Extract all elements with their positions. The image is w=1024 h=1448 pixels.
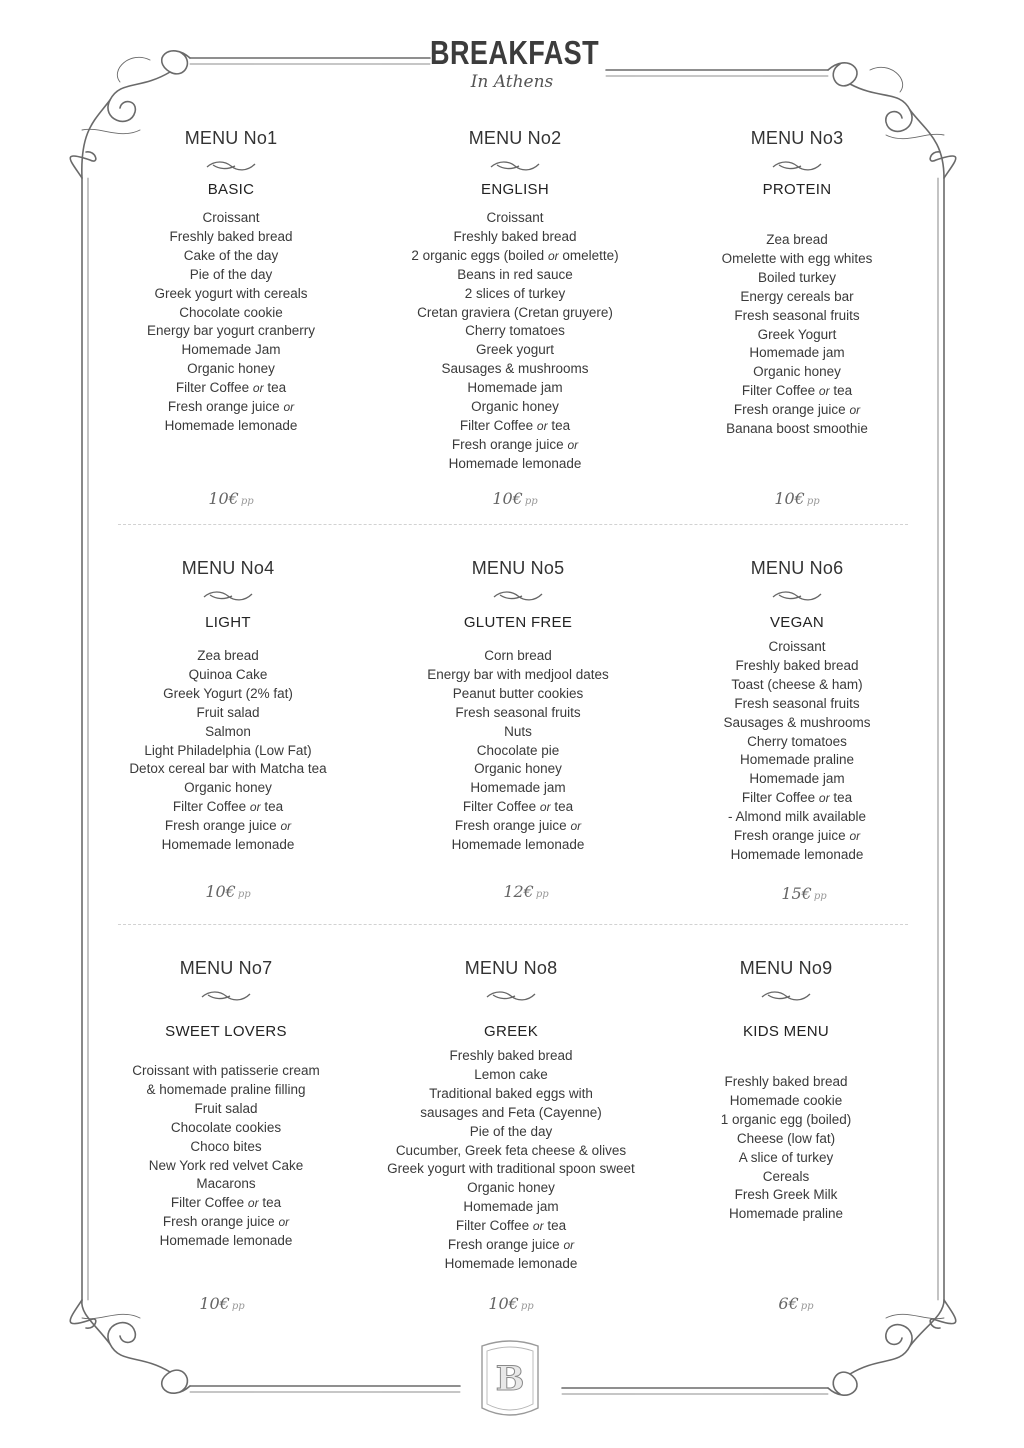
menu-item: Homemade lemonade [159,1233,293,1249]
menu-card-9 [636,958,936,1224]
swirl-ornament-icon [771,159,823,173]
menu-item: Croissant [768,639,826,654]
menu-item: Peanut butter cookies [452,685,584,701]
menu-item: Homemade Jam [181,342,281,358]
menu-item: Filter Coffee or tea [462,799,574,815]
menu-item: Fresh orange juice or [451,436,579,452]
swirl-ornament-icon [489,159,541,173]
menu-item: Nuts [504,723,532,739]
menu-item: Banana boost smoothie [726,421,868,437]
menu-item: Sausages & mushrooms [441,361,589,377]
menu-items-list [81,209,381,436]
menu-item: Light Philadelphia (Low Fat) [144,742,312,758]
menu-price: 10€ pp [492,489,538,508]
menu-item: Greek Yogurt [757,326,837,342]
menu-item: Corn bread [484,648,552,663]
menu-item: 2 organic eggs (boiled or omelette) [411,247,619,263]
swirl-ornament-icon [492,589,544,603]
menu-item: Homemade lemonade [730,846,864,862]
menu-card-6 [647,558,947,865]
row-divider [118,524,908,525]
menu-item: Freshly baked bread [169,228,293,244]
menu-card-5 [368,558,668,855]
menu-items-list [76,1062,376,1251]
swirl-ornament-icon [771,589,823,603]
menu-item: Cake of the day [183,247,279,263]
menu-items-list [365,209,665,474]
menu-category: SWEET LOVERS [165,1023,287,1040]
swirl-ornament-icon [760,989,812,1003]
menu-item: Fresh seasonal fruits [734,695,860,711]
page-subtitle: In Athens [470,72,554,92]
menu-item: Homemade lemonade [448,455,582,471]
menu-title: MENU No2 [468,128,562,148]
menu-item: Greek Yogurt (2% fat) [163,685,293,701]
menu-item: Traditional baked eggs with [429,1085,593,1101]
menu-item: Sausages & mushrooms [723,714,871,730]
menu-item: Cherry tomatoes [465,323,565,339]
svg-text:B: B [495,1359,525,1399]
menu-item: Filter Coffee or tea [741,383,853,399]
b-monogram-logo-icon [472,1338,548,1422]
menu-item: Detox cereal bar with Matcha tea [129,761,327,777]
menu-card-8 [361,958,661,1274]
menu-title: MENU No5 [471,558,565,578]
menu-item: Greek yogurt with cereals [154,285,308,301]
menu-title: MENU No3 [750,128,844,148]
menu-item: Filter Coffee or tea [741,790,853,806]
menu-title: MENU No1 [184,128,278,148]
menu-title: MENU No9 [739,958,833,978]
menu-item: Pie of the day [189,266,273,282]
menu-item: A slice of turkey [738,1149,834,1165]
menu-item: Salmon [205,723,251,739]
menu-card-4 [78,558,378,855]
menu-price: 12€ pp [503,882,549,901]
menu-title: MENU No8 [464,958,558,978]
menu-title: MENU No7 [179,958,273,978]
menu-price: 10€ pp [208,489,254,508]
menu-card-1 [81,128,381,436]
menu-title: MENU No6 [750,558,844,578]
menu-category: GREEK [483,1023,538,1040]
menu-price: 6€ pp [778,1294,814,1313]
menu-item: Beans in red sauce [457,266,573,282]
menu-item: Organic honey [753,364,841,380]
menu-item: Filter Coffee or tea [175,380,287,396]
menu-item: Organic honey [471,399,559,415]
menu-items-list [78,647,378,855]
menu-price: 10€ pp [488,1294,534,1313]
menu-category: VEGAN [769,614,824,631]
menu-card-7 [76,958,376,1251]
menu-item: Fresh orange juice or [162,1214,290,1230]
menu-item: Filter Coffee or tea [455,1218,567,1234]
menu-items-list [368,647,668,855]
menu-item: Chocolate pie [476,742,560,758]
menu-item: Homemade jam [470,780,566,796]
menu-item: Fresh orange juice or [733,402,861,418]
menu-item: Energy bar yogurt cranberry [146,323,316,339]
menu-price: 10€ pp [199,1294,245,1313]
menu-item: Fresh seasonal fruits [734,307,860,323]
menu-item: Fruit salad [196,704,260,720]
menu-item: Freshly baked bread [449,1048,573,1063]
menu-item: Fresh orange juice or [454,818,582,834]
menu-item: Chocolate cookie [179,304,283,320]
menu-item: Toast (cheese & ham) [731,676,863,692]
menu-item: Croissant [202,210,260,225]
menu-item: Homemade praline [739,752,855,768]
menu-category: GLUTEN FREE [463,614,573,631]
menu-item: Freshly baked bread [724,1074,848,1089]
menu-item: Cereals [762,1168,810,1184]
menu-item: sausages and Feta (Cayenne) [420,1104,602,1120]
menu-item: Filter Coffee or tea [459,417,571,433]
menu-item: Quinoa Cake [188,666,268,682]
menu-item: Greek yogurt with traditional spoon sweet [387,1161,635,1177]
menu-item: Fresh orange juice or [167,399,295,415]
menu-item: Pie of the day [469,1123,553,1139]
row-divider [118,924,908,925]
menu-item: Fruit salad [194,1100,258,1116]
menu-item: Energy cereals bar [740,288,854,304]
menu-item: Organic honey [474,761,562,777]
menu-items-list [636,1073,936,1224]
menu-item: Homemade jam [749,771,845,787]
menu-category: KIDS MENU [742,1023,830,1040]
menu-item: Cherry tomatoes [747,733,847,749]
swirl-ornament-icon [485,989,537,1003]
menu-category: BASIC [207,181,255,198]
menu-item: Homemade lemonade [451,837,585,853]
menu-item: Homemade lemonade [164,417,298,433]
menu-item: Fresh orange juice or [164,818,292,834]
menu-item: Fresh orange juice or [733,828,861,844]
menu-item: Filter Coffee or tea [170,1195,282,1211]
swirl-ornament-icon [200,989,252,1003]
menu-item: Organic honey [467,1180,555,1196]
menu-item: Cheese (low fat) [736,1130,836,1146]
page-title: BREAKFAST [430,34,600,71]
menu-item: Freshly baked bread [735,657,859,673]
menu-card-2 [365,128,665,474]
menu-item: Cretan graviera (Cretan gruyere) [417,304,613,320]
menu-card-3 [647,128,947,439]
menu-price: 10€ pp [205,882,251,901]
menu-item: Fresh seasonal fruits [455,704,581,720]
menu-item: 1 organic egg (boiled) [720,1111,852,1127]
menu-item: - Almond milk available [727,809,867,825]
menu-item: Croissant [486,210,544,225]
menu-item: Lemon cake [474,1066,548,1082]
menu-item: Homemade jam [749,345,845,361]
menu-category: PROTEIN [762,181,832,198]
menu-item: Homemade jam [463,1199,559,1215]
menu-item: Boiled turkey [757,269,837,285]
menu-item: Greek yogurt [475,342,555,358]
menu-item: & homemade praline filling [146,1081,306,1097]
menu-item: Fresh orange juice or [447,1237,575,1253]
menu-item: 2 slices of turkey [464,285,566,301]
menu-item: Omelette with egg whites [721,250,873,266]
menu-category: ENGLISH [481,181,549,198]
menu-price: 15€ pp [781,884,827,903]
menu-item: Chocolate cookies [170,1119,282,1135]
menu-item: Cucumber, Greek feta cheese & olives [395,1142,627,1158]
menu-item: Homemade lemonade [161,837,295,853]
menu-item: Homemade lemonade [444,1255,578,1271]
menu-item: Freshly baked bread [453,228,577,244]
menu-item: Zea bread [766,232,828,247]
menu-item: Macarons [196,1176,256,1192]
menu-items-list [361,1047,661,1274]
menu-item: Organic honey [184,780,272,796]
menu-item: Energy bar with medjool dates [427,666,609,682]
menu-item: Zea bread [197,648,259,663]
menu-item: Homemade praline [728,1206,844,1222]
menu-item: Croissant with patisserie cream [132,1063,320,1078]
menu-items-list [647,231,947,439]
menu-title: MENU No4 [181,558,275,578]
menu-item: Homemade cookie [729,1092,843,1108]
menu-items-list [647,638,947,865]
menu-category: LIGHT [205,614,251,631]
menu-item: Organic honey [187,361,275,377]
menu-item: Homemade jam [467,380,563,396]
swirl-ornament-icon [202,589,254,603]
menu-item: Filter Coffee or tea [172,799,284,815]
menu-item: Fresh Greek Milk [734,1187,838,1203]
swirl-ornament-icon [205,159,257,173]
menu-item: Choco bites [190,1138,262,1154]
menu-item: New York red velvet Cake [148,1157,304,1173]
menu-price: 10€ pp [774,489,820,508]
